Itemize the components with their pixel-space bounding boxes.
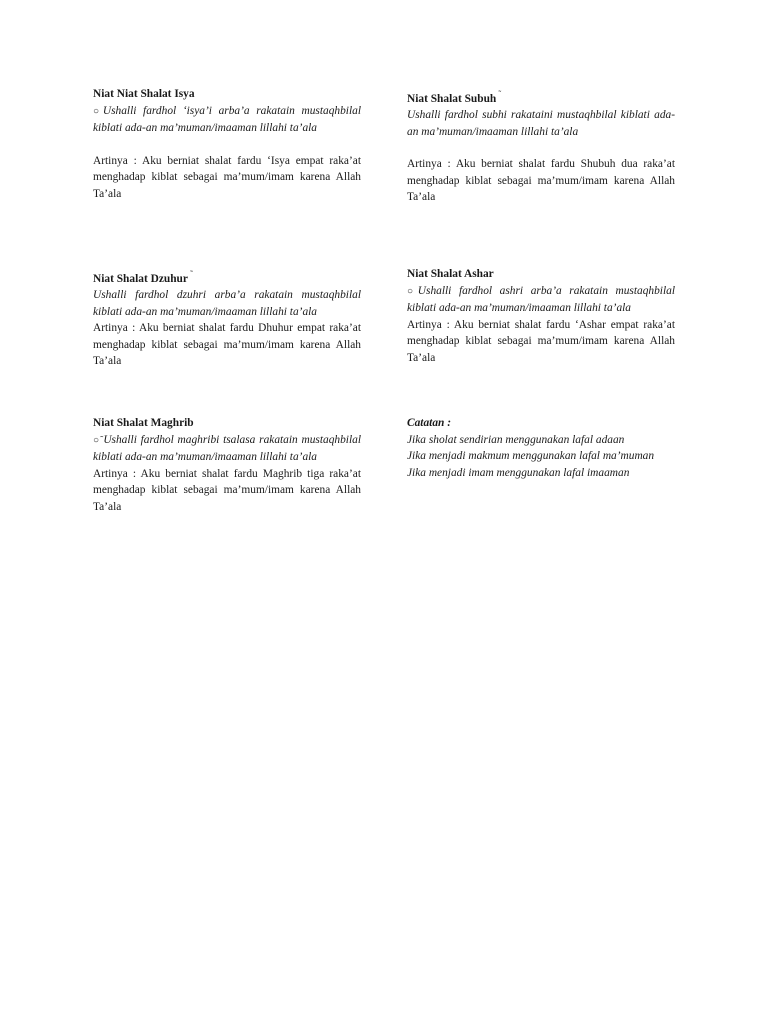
latin-text-subuh: Ushalli fardhol subhi rakataini mustaqhbilal kiblati ada-an ma’muman/imaaman lillahi ta’ala — [407, 109, 675, 138]
meaning-text-isya: Artinya : Aku berniat shalat fardu ‘Isya empat raka’at menghadap kiblat sebagai ma’mum/imam karena Allah Ta’ala — [93, 154, 361, 200]
note-line: Jika menjadi makmum menggunakan lafal ma’muman — [407, 450, 655, 462]
latin-text-ashar — [407, 283, 675, 317]
latin-body-ashar: Ushalli fardhol ashri arba’a rakatain mustaqhbilal kiblati ada-an ma’muman/imaaman lillahi ta’ala — [407, 284, 675, 314]
section-subuh — [407, 86, 675, 206]
meaning-text-dzuhur: Artinya : Aku berniat shalat fardu Dhuhur empat raka’at menghadap kiblat sebagai ma’mum/imam karena Allah Ta’ala — [93, 322, 361, 368]
section-title-dzuhur-text: Niat Shalat Dzuhur — [93, 272, 188, 285]
latin-body-isya: Ushalli fardhol ‘isya’i arba’a rakatain mustaqhbilal kiblati ada-an ma’muman/imaaman lillahi ta’ala — [93, 104, 361, 134]
spacer — [407, 140, 675, 156]
bullet-icon: ○ — [407, 285, 418, 297]
section-catatan — [407, 415, 675, 481]
note-line: Jika sholat sendirian menggunakan lafal adaan — [407, 433, 625, 446]
notes-title: Catatan : — [407, 417, 451, 429]
section-maghrib — [93, 415, 361, 515]
meaning-text-subuh: Artinya : Aku berniat shalat fardu Shubuh dua raka’at menghadap kiblat sebagai ma’mum/imam karena Allah Ta’ala — [407, 158, 675, 204]
section-title-dzuhur — [93, 266, 361, 287]
mark-glyph: ˜ — [189, 269, 193, 279]
meaning-text-maghrib: Artinya : Aku berniat shalat fardu Maghrib tiga raka’at menghadap kiblat sebagai ma’mum/imam karena Allah Ta’ala — [93, 467, 361, 513]
latin-body-maghrib: Ushalli fardhol maghribi tsalasa rakatain mustaqhbilal kiblati ada-an ma’muman/imaaman lillahi ta’ala — [93, 433, 362, 463]
bullet-icon: ○˜ — [93, 434, 104, 446]
section-title-subuh-text: Niat Shalat Subuh — [407, 92, 497, 105]
section-isya — [93, 86, 361, 202]
section-title-isya: Niat Niat Shalat Isya — [93, 88, 195, 100]
bullet-icon: ○ — [93, 105, 103, 117]
spacer — [93, 137, 361, 153]
latin-text-dzuhur: Ushalli fardhol dzuhri arba’a rakatain mustaqhbilal kiblati ada-an ma’muman/imaaman lillahi ta’ala — [93, 289, 361, 318]
mark-glyph: ˜ — [498, 89, 502, 99]
meaning-text-ashar: Artinya : Aku berniat shalat fardu ‘Ashar empat raka’at menghadap kiblat sebagai ma’mum/imam karena Allah Ta’ala — [407, 318, 675, 364]
section-dzuhur — [93, 266, 361, 370]
note-line: Jika menjadi imam menggunakan lafal imaaman — [407, 466, 630, 479]
section-ashar — [407, 266, 675, 366]
latin-text-isya — [93, 103, 361, 137]
section-title-maghrib: Niat Shalat Maghrib — [93, 417, 194, 429]
section-title-subuh — [407, 86, 675, 107]
latin-text-maghrib — [93, 432, 361, 466]
section-title-ashar: Niat Shalat Ashar — [407, 268, 494, 280]
